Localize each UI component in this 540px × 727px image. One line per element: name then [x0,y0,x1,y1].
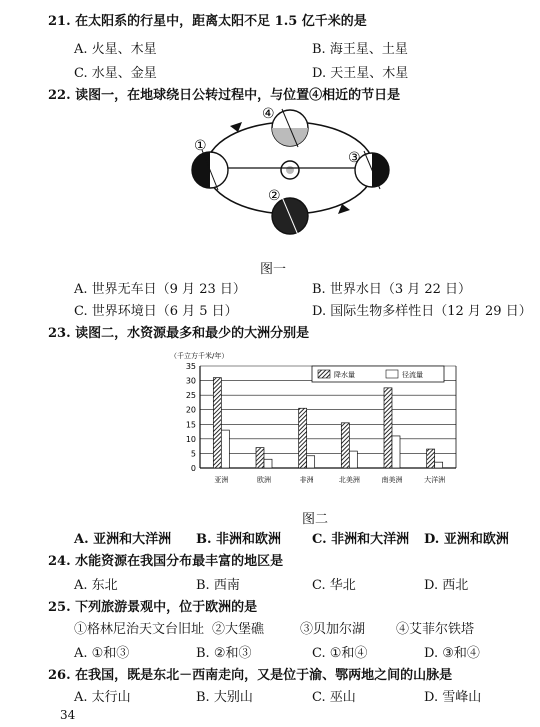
q22-option-b[interactable]: B. 世界水日（3 月 22 日） [312,282,472,297]
bar-runoff [392,436,400,468]
figure2-caption: 图二 [302,512,329,527]
bar-precipitation [213,378,221,468]
q26-option-d[interactable]: D. 雪峰山 [424,690,482,705]
q21-option-c[interactable]: C. 水星、金星 [74,66,157,81]
q25-item-2: ②大堡礁 [212,622,265,637]
figure1-orbit-diagram [170,104,390,240]
q23-option-a[interactable]: A. 亚洲和大洋洲 [74,532,172,547]
chart-ylabel: （千立方千米/年） [170,352,229,360]
legend-swatch-precipitation [318,370,330,378]
q22-option-c[interactable]: C. 世界环境日（6 月 5 日） [74,304,238,319]
q23-option-c[interactable]: C. 非洲和大洋洲 [312,532,410,547]
q25-item-1: ①格林尼治天文台旧址 [74,622,205,637]
y-tick-label: 20 [185,405,196,415]
position-label-4: ④ [262,106,275,122]
legend-box [312,366,444,382]
q23-stem: 23. 读图二，水资源最多和最少的大洲分别是 [48,326,310,341]
bar-precipitation [256,448,264,468]
y-tick-label: 10 [185,434,196,444]
bar-precipitation [341,423,349,468]
position-label-3: ③ [348,150,361,166]
y-tick-label: 15 [185,420,196,430]
earth-position-4 [272,109,308,147]
q26-stem: 26. 在我国，既是东北－西南走向，又是位于渝、鄂两地之间的山脉是 [48,668,453,683]
q26-option-a[interactable]: A. 太行山 [74,690,131,705]
page-number: 34 [60,708,76,722]
earth-position-1 [192,150,228,190]
bar-precipitation [427,449,435,468]
q23-option-d[interactable]: D. 亚洲和欧洲 [424,532,509,547]
figure1-caption: 图一 [260,262,287,277]
y-tick-label: 0 [190,464,196,473]
position-label-2: ② [268,188,281,204]
q22-option-d[interactable]: D. 国际生物多样性日（12 月 29 日） [312,304,532,319]
x-tick-label: 非洲 [299,476,314,484]
q21-option-b[interactable]: B. 海王星、土星 [312,42,408,57]
q25-stem: 25. 下列旅游景观中，位于欧洲的是 [48,600,258,615]
sun-core [286,166,294,174]
y-tick-label: 5 [190,449,196,459]
x-tick-label: 亚洲 [214,476,229,484]
x-tick-label: 欧洲 [257,476,271,484]
q24-option-d[interactable]: D. 西北 [424,578,469,593]
q25-item-3: ③贝加尔湖 [300,622,366,637]
legend-label-precipitation: 降水量 [334,371,355,379]
chart-legend [312,366,444,382]
legend-label-runoff: 径流量 [402,371,423,379]
q25-option-b[interactable]: B. ②和③ [196,646,252,661]
bar-precipitation [299,408,307,468]
figure2-bar-chart [160,340,460,492]
position-label-1: ① [194,138,207,154]
x-tick-label: 大洋洲 [424,476,446,484]
q25-option-d[interactable]: D. ③和④ [424,646,480,661]
q25-item-4: ④艾菲尔铁塔 [396,622,475,637]
q22-stem: 22. 读图一，在地球绕日公转过程中，与位置④相近的节日是 [48,88,401,103]
y-tick-label: 30 [185,376,196,386]
q24-option-c[interactable]: C. 华北 [312,578,356,593]
q24-option-a[interactable]: A. 东北 [74,578,118,593]
q21-option-d[interactable]: D. 天王星、木星 [312,66,409,81]
q22-option-a[interactable]: A. 世界无车日（9 月 23 日） [74,282,246,297]
q24-option-b[interactable]: B. 西南 [196,578,240,593]
q23-option-b[interactable]: B. 非洲和欧洲 [196,532,282,547]
q26-option-c[interactable]: C. 巫山 [312,690,356,705]
x-tick-label: 北美洲 [338,476,360,484]
bar-runoff [221,430,229,468]
q21-option-a[interactable]: A. 火星、木星 [74,42,157,57]
bar-runoff [264,459,272,468]
bar-runoff [307,456,315,468]
bar-precipitation [384,388,392,468]
q26-option-b[interactable]: B. 大别山 [196,690,253,705]
q25-option-a[interactable]: A. ①和③ [74,646,130,661]
q24-stem: 24. 水能资源在我国分布最丰富的地区是 [48,554,284,569]
bar-runoff [349,451,357,468]
q21-stem: 21. 在太阳系的行星中，距离太阳不足 1.5 亿千米的是 [48,14,367,29]
y-tick-label: 25 [185,391,196,401]
y-tick-label: 35 [185,362,196,371]
x-tick-label: 南美洲 [381,476,403,484]
q25-option-c[interactable]: C. ①和④ [312,646,368,661]
legend-swatch-runoff [386,370,398,378]
bar-runoff [435,462,443,468]
